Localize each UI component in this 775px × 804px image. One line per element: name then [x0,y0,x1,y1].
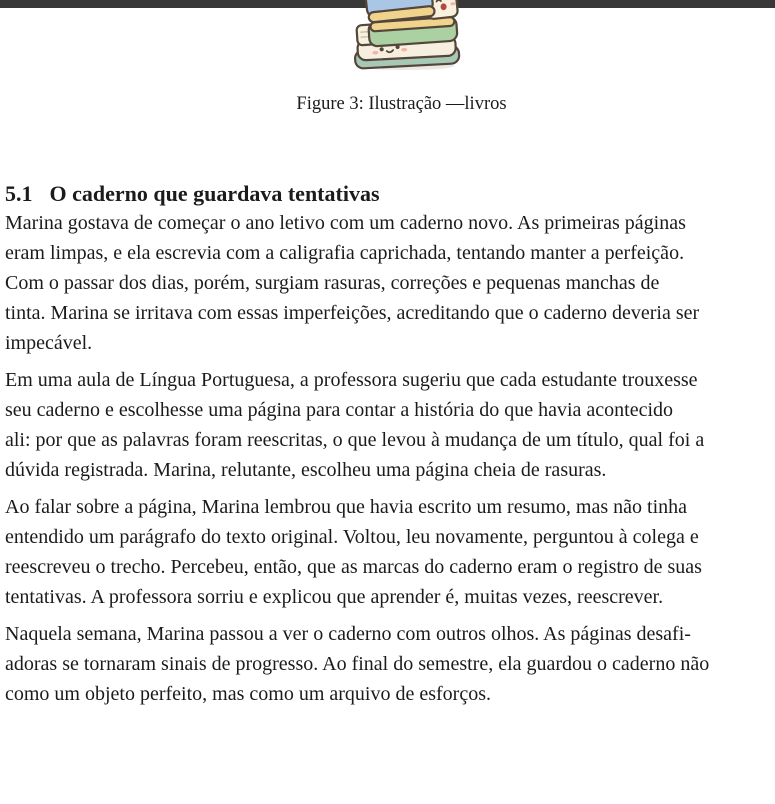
section-number: 5.1 [5,181,33,207]
body-text [5,208,772,716]
text-line: impecável. [5,332,93,354]
text-line: Marina gostava de começar o ano letivo com um caderno novo. As primeiras páginas [5,212,686,234]
text-line: eram limpas, e ela escrevia com a caligrafia caprichada, tentando manter a perfeição. [5,242,685,264]
text-line: dúvida registrada. Marina, relutante, escolheu uma página cheia de rasuras. [5,459,607,481]
paragraph-4 [5,619,772,709]
text-line: Com o passar dos dias, porém, surgiam rasuras, correções e pequenas manchas de [5,272,660,294]
text-line: como um objeto perfeito, mas como um arquivo de esforços. [5,683,491,705]
figure-caption: Figure 3: Ilustração —livros [296,94,507,114]
books-stack-illustration [341,0,473,72]
section-title: O caderno que guardava tentativas [49,181,380,207]
text-line: seu caderno e escolhesse uma página para contar a história do que havia acontecido [5,399,674,421]
figure-image [0,0,775,72]
text-line: Naquela semana, Marina passou a ver o caderno com outros olhos. As páginas desafi- [5,623,691,645]
text-line: reescreveu o trecho. Percebeu, então, que as marcas do caderno eram o registro de suas [5,556,702,578]
text-line: Em uma aula de Língua Portuguesa, a professora sugeriu que cada estudante trouxesse [5,369,698,391]
text-line: tentativas. A professora sorriu e explicou que aprender é, muitas vezes, reescrever. [5,586,664,608]
text-line: entendido um parágrafo do texto original. Voltou, leu novamente, perguntou à colega e [5,526,699,548]
paragraph-3 [5,492,772,612]
text-line: tinta. Marina se irritava com essas imperfeições, acreditando que o caderno deveria ser [5,302,700,324]
paragraph-2 [5,365,772,485]
section-heading [5,179,771,208]
text-line: ali: por que as palavras foram reescritas, o que levou à mudança de um título, qual foi a [5,429,705,451]
text-line: adoras se tornaram sinais de progresso. Ao final do semestre, ela guardou o caderno não [5,653,710,675]
text-line: Ao falar sobre a página, Marina lembrou que havia escrito um resumo, mas não tinha [5,496,688,518]
paragraph-1 [5,208,772,358]
